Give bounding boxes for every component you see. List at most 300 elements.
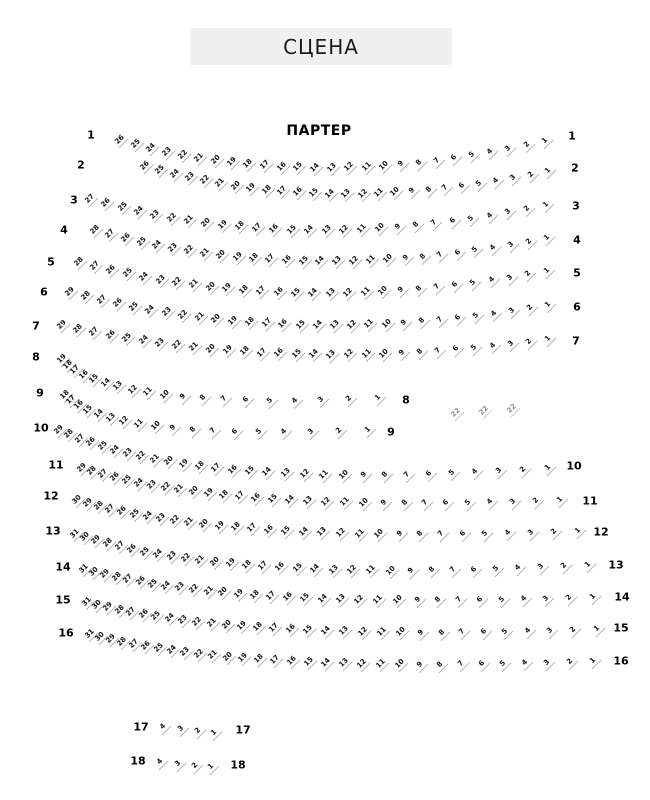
seat[interactable]: 24 [139,508,156,525]
seat[interactable]: 3 [503,236,520,253]
seat[interactable]: 15 [288,345,305,362]
seat[interactable]: 25 [136,543,153,560]
seat[interactable]: 3 [538,590,555,607]
seat[interactable]: 6 [454,525,471,542]
seat[interactable]: 24 [143,140,160,157]
seat[interactable]: 25 [150,640,167,657]
seat[interactable]: 22 [177,550,194,567]
seat[interactable]: 12 [351,591,368,608]
seat[interactable]: 19 [235,649,252,666]
seat[interactable]: 2 [520,233,537,250]
seat[interactable]: 8 [377,466,394,483]
seat[interactable]: 17 [67,361,84,378]
seat[interactable]: 21 [203,615,220,632]
seat[interactable]: 14 [305,284,322,301]
seat[interactable]: 25 [94,438,111,455]
seat[interactable]: 1 [580,556,597,573]
seat[interactable]: 5 [251,424,268,441]
seat[interactable]: 25 [126,298,143,315]
seat[interactable]: 3 [490,463,507,480]
seat[interactable]: 7 [428,152,445,169]
seat[interactable]: 12 [340,284,357,301]
seat[interactable]: 2 [519,200,536,217]
seat[interactable]: 8 [411,280,428,297]
seat[interactable]: 29 [62,283,79,300]
seat[interactable]: 24 [131,474,148,491]
seat[interactable]: 3 [313,391,330,408]
seat[interactable]: 11 [373,656,390,673]
seat[interactable]: 1 [540,162,557,179]
seat[interactable]: 18 [249,619,266,636]
seat[interactable]: 10 [392,656,409,673]
seat[interactable]: 27 [95,466,112,483]
seat[interactable]: 23 [152,271,169,288]
seat[interactable]: 15 [292,316,309,333]
seat[interactable]: 15 [289,560,306,577]
seat[interactable]: 4 [467,464,484,481]
seat[interactable]: 26 [103,261,120,278]
seat[interactable]: 27 [126,635,143,652]
seat[interactable]: 9 [356,467,373,484]
seat[interactable]: 24 [142,301,159,318]
seat[interactable]: 4 [510,560,527,577]
seat[interactable]: 22 [189,613,206,630]
seat[interactable]: 7 [433,526,450,543]
seat[interactable]: 6 [238,392,255,409]
seat[interactable]: 27 [87,257,104,274]
seat[interactable]: 14 [295,523,312,540]
seat[interactable]: 23 [158,304,175,321]
seat[interactable]: 15 [283,221,300,238]
seat[interactable]: 20 [220,648,237,665]
seat[interactable]: 8 [433,624,450,641]
seat[interactable]: 20 [208,310,225,327]
seat[interactable]: 13 [277,465,294,482]
seat[interactable]: 14 [322,185,339,202]
seat[interactable]: 27 [93,291,110,308]
seat[interactable]: 11 [315,466,332,483]
seat[interactable]: 27 [120,571,137,588]
seat[interactable]: 1 [540,330,557,347]
seat[interactable]: 6 [438,494,455,511]
seat[interactable]: 15 [296,589,313,606]
seat[interactable]: 17 [262,251,279,268]
seat[interactable]: 28 [77,287,94,304]
seat[interactable]: 12 [296,465,313,482]
seat[interactable]: 11 [351,525,368,542]
seat[interactable]: 14 [282,491,299,508]
seat[interactable]: 1 [570,522,587,539]
seat[interactable]: 13 [323,346,340,363]
seat[interactable]: 7 [399,466,416,483]
seat[interactable]: 3 [503,335,520,352]
seat[interactable]: 4 [488,172,505,189]
seat[interactable]: 9 [393,282,410,299]
seat[interactable]: 3 [503,302,520,319]
seat[interactable]: 16 [279,588,296,605]
seat[interactable]: 3 [500,204,517,221]
seat[interactable]: 29 [103,631,120,648]
seat[interactable]: 21 [212,175,229,192]
seat[interactable]: 6 [449,244,466,261]
seat[interactable]: 2 [521,300,538,317]
seat[interactable]: 12 [354,185,371,202]
seat[interactable]: 2 [521,333,538,350]
seat[interactable]: 20 [215,584,232,601]
seat[interactable]: 10 [383,562,400,579]
seat[interactable]: 13 [318,221,335,238]
seat[interactable]: 11 [370,592,387,609]
seat[interactable]: 11 [357,284,374,301]
seat[interactable]: 19 [211,517,228,534]
seat[interactable]: 27 [82,190,99,207]
seat[interactable]: 19 [230,585,247,602]
seat[interactable]: 24 [163,642,180,659]
seat[interactable]: 4 [519,623,536,640]
seat[interactable]: 22 [197,172,214,189]
seat[interactable]: 13 [336,655,353,672]
seat[interactable]: 14 [90,405,107,422]
seat[interactable]: 26 [138,638,155,655]
seat[interactable]: 15 [306,184,323,201]
seat[interactable]: 26 [82,434,99,451]
seat[interactable]: 24 [106,441,123,458]
seat[interactable]: 7 [430,342,447,359]
seat[interactable]: 1 [539,262,556,279]
seat[interactable]: 7 [205,423,222,440]
seat[interactable]: 3 [505,169,522,186]
seat[interactable]: 16 [260,521,277,538]
seat[interactable]: 26 [137,157,154,174]
seat[interactable]: 29 [51,421,68,438]
seat[interactable]: 21 [191,149,208,166]
seat[interactable]: 1 [585,652,602,669]
seat[interactable]: 8 [396,495,413,512]
seat[interactable]: 29 [54,316,71,333]
seat[interactable]: 21 [200,582,217,599]
seat[interactable]: 22 [186,581,203,598]
seat[interactable]: 23 [163,548,180,565]
seat[interactable]: 13 [332,591,349,608]
seat[interactable]: 7 [429,279,446,296]
seat[interactable]: 6 [473,656,490,673]
seat[interactable]: 7 [431,311,448,328]
seat[interactable]: 13 [322,284,339,301]
seat[interactable]: 12 [116,412,133,429]
seat[interactable]: 9 [409,592,426,609]
seat[interactable]: 10 [157,386,174,403]
seat[interactable]: 21 [146,450,163,467]
seat[interactable]: 4 [499,525,516,542]
seat[interactable]: 8 [420,181,437,198]
seat[interactable]: 13 [324,159,341,176]
seat[interactable]: 4 [286,392,303,409]
seat[interactable]: 23 [159,143,176,160]
seat[interactable]: 15 [80,401,97,418]
seat[interactable]: 23 [153,510,170,527]
seat[interactable]: 14 [307,560,324,577]
seat[interactable]: 12 [124,381,141,398]
seat[interactable]: 10 [335,466,352,483]
seat[interactable]: 30 [69,491,86,508]
seat[interactable]: 2 [189,723,206,740]
seat[interactable]: 19 [234,617,251,634]
seat[interactable]: 8 [412,526,429,543]
seat[interactable]: 6 [447,277,464,294]
seat[interactable]: 29 [97,566,114,583]
seat[interactable]: 19 [223,154,240,171]
seat[interactable]: 3 [172,721,189,738]
seat[interactable]: 7 [437,180,454,197]
seat[interactable]: 24 [149,236,166,253]
seat[interactable]: 19 [214,216,231,233]
seat[interactable]: 14 [314,590,331,607]
seat[interactable]: 12 [354,623,371,640]
seat[interactable]: 15 [290,159,307,176]
seat[interactable]: 20 [161,453,178,470]
seat[interactable]: 1 [537,132,554,149]
seat[interactable]: 6 [454,178,471,195]
seat[interactable]: 13 [329,253,346,270]
seat[interactable]: 3 [522,524,539,541]
seat[interactable]: 15 [295,252,312,269]
seat[interactable]: 15 [86,370,103,387]
seat[interactable]: 18 [215,486,232,503]
seat[interactable]: 7 [454,624,471,641]
seat[interactable]: 16 [283,621,300,638]
seat[interactable]: 7 [215,391,232,408]
seat[interactable]: 9 [397,250,414,267]
seat[interactable]: 24 [136,268,153,285]
seat[interactable]: 29 [79,494,96,511]
seat[interactable]: 7 [426,215,443,232]
seat[interactable]: 31 [82,625,99,642]
seat[interactable]: 21 [205,647,222,664]
seat[interactable]: 10 [375,283,392,300]
seat[interactable]: 28 [114,633,131,650]
seat[interactable]: 28 [87,221,104,238]
seat[interactable]: 15 [241,462,258,479]
seat[interactable]: 28 [108,568,125,585]
seat[interactable]: 12 [354,655,371,672]
seat[interactable]: 1 [585,588,602,605]
seat[interactable]: 17 [256,157,273,174]
seat[interactable]: 5 [471,175,488,192]
seat[interactable]: 7 [450,592,467,609]
seat[interactable]: 25 [127,136,144,153]
seat[interactable]: 5 [467,307,484,324]
seat[interactable]: 3 [502,269,519,286]
seat[interactable]: 19 [229,248,246,265]
seat[interactable]: 19 [223,555,240,572]
seat[interactable]: 25 [133,233,150,250]
seat[interactable]: 17 [63,392,80,409]
seat[interactable]: 26 [114,503,131,520]
seat[interactable]: 9 [413,624,430,641]
seat[interactable]: 7 [452,656,469,673]
seat[interactable]: 10 [376,345,393,362]
seat[interactable]: 16 [273,158,290,175]
seat[interactable]: 5 [464,147,481,164]
seat[interactable]: 17 [274,182,291,199]
seat[interactable]: 14 [305,346,322,363]
seat[interactable]: 3 [539,654,556,671]
seat[interactable]: 11 [370,185,387,202]
seat[interactable]: 14 [312,253,329,270]
seat[interactable]: 29 [74,459,91,476]
seat[interactable]: 6 [466,561,483,578]
seat[interactable]: 14 [309,316,326,333]
seat[interactable]: 2 [330,423,347,440]
seat[interactable]: 25 [145,575,162,592]
seat[interactable]: 1 [538,196,555,213]
seat[interactable]: 19 [176,455,193,472]
seat[interactable]: 18 [231,218,248,235]
seat[interactable]: 24 [135,332,152,349]
seat[interactable]: 11 [363,562,380,579]
seat[interactable]: 15 [300,653,317,670]
seat[interactable]: 18 [236,281,253,298]
seat[interactable]: 21 [181,514,198,531]
seat[interactable]: 20 [185,483,202,500]
seat[interactable]: 22 [191,645,208,662]
seat[interactable]: 3 [500,140,517,157]
seat[interactable]: 3 [505,493,522,510]
seat[interactable]: 20 [196,515,213,532]
seat[interactable]: 7 [417,495,434,512]
seat[interactable]: 10 [356,494,373,511]
seat[interactable]: 22 [132,447,149,464]
seat[interactable]: 18 [238,556,255,573]
seat[interactable]: 16 [224,461,241,478]
seat[interactable]: 18 [251,651,268,668]
seat[interactable]: 20 [218,616,235,633]
seat[interactable]: 12 [318,493,335,510]
seat[interactable]: 18 [60,356,77,373]
seat[interactable]: 26 [109,295,126,312]
seat[interactable]: 17 [243,520,260,537]
seat[interactable]: 5 [261,392,278,409]
seat[interactable]: 17 [263,587,280,604]
seat[interactable]: 22 [169,274,186,291]
seat[interactable]: 17 [258,315,275,332]
seat[interactable]: 8 [432,656,449,673]
seat[interactable]: 4 [515,591,532,608]
special-seat[interactable]: 22 [448,404,465,421]
seat[interactable]: 5 [463,210,480,227]
seat[interactable]: 22 [175,146,192,163]
seat[interactable]: 6 [471,592,488,609]
seat[interactable]: 8 [429,592,446,609]
seat[interactable]: 25 [118,471,135,488]
seat[interactable]: 18 [246,586,263,603]
seat[interactable]: 15 [287,284,304,301]
seat[interactable]: 4 [152,753,169,770]
seat[interactable]: 19 [243,179,260,196]
seat[interactable]: 9 [175,388,192,405]
seat[interactable]: 5 [467,242,484,259]
seat[interactable]: 31 [67,525,84,542]
seat[interactable]: 4 [484,337,501,354]
seat[interactable]: 5 [466,339,483,356]
seat[interactable]: 23 [165,239,182,256]
seat[interactable]: 18 [240,155,257,172]
seat[interactable]: 17 [255,558,272,575]
seat[interactable]: 3 [169,756,186,773]
seat[interactable]: 15 [277,522,294,539]
seat[interactable]: 14 [307,159,324,176]
seat[interactable]: 3 [302,423,319,440]
seat[interactable]: 20 [202,340,219,357]
seat[interactable]: 13 [300,492,317,509]
seat[interactable]: 10 [378,315,395,332]
seat[interactable]: 5 [460,494,477,511]
seat[interactable]: 9 [390,218,407,235]
seat[interactable]: 2 [340,391,357,408]
seat[interactable]: 19 [219,280,236,297]
seat[interactable]: 9 [403,183,420,200]
seat[interactable]: 15 [300,621,317,638]
seat[interactable]: 16 [272,559,289,576]
seat[interactable]: 16 [248,489,265,506]
seat[interactable]: 2 [556,558,573,575]
seat[interactable]: 28 [70,320,87,337]
seat[interactable]: 28 [71,253,88,270]
seat[interactable]: 10 [375,157,392,174]
seat[interactable]: 2 [561,589,578,606]
seat[interactable]: 1 [539,229,556,246]
seat[interactable]: 2 [528,492,545,509]
seat[interactable]: 21 [185,338,202,355]
seat[interactable]: 8 [410,154,427,171]
seat[interactable]: 18 [191,457,208,474]
seat[interactable]: 4 [485,239,502,256]
seat[interactable]: 31 [79,593,96,610]
seat[interactable]: 21 [171,481,188,498]
seat[interactable]: 16 [275,316,292,333]
seat[interactable]: 14 [301,221,318,238]
seat[interactable]: 11 [131,415,148,432]
seat[interactable]: 12 [344,562,361,579]
seat[interactable]: 17 [266,620,283,637]
seat[interactable]: 17 [207,459,224,476]
seat[interactable]: 18 [57,386,74,403]
seat[interactable]: 19 [200,485,217,502]
special-seat[interactable]: 22 [476,402,493,419]
seat[interactable]: 9 [391,526,408,543]
seat[interactable]: 1 [540,459,557,476]
seat[interactable]: 13 [325,561,342,578]
seat[interactable]: 26 [106,469,123,486]
seat[interactable]: 16 [279,252,296,269]
seat[interactable]: 6 [448,341,465,358]
seat[interactable]: 14 [97,374,114,391]
seat[interactable]: 12 [341,159,358,176]
seat[interactable]: 8 [423,562,440,579]
seat[interactable]: 17 [267,652,284,669]
seat[interactable]: 1 [540,296,557,313]
seat[interactable]: 10 [380,251,397,268]
seat[interactable]: 18 [236,343,253,360]
seat[interactable]: 8 [414,248,431,265]
seat[interactable]: 4 [481,207,498,224]
seat[interactable]: 19 [219,342,236,359]
seat[interactable]: 11 [354,221,371,238]
seat[interactable]: 18 [258,181,275,198]
seat[interactable]: 8 [184,421,201,438]
seat[interactable]: 15 [265,490,282,507]
seat[interactable]: 24 [150,545,167,562]
